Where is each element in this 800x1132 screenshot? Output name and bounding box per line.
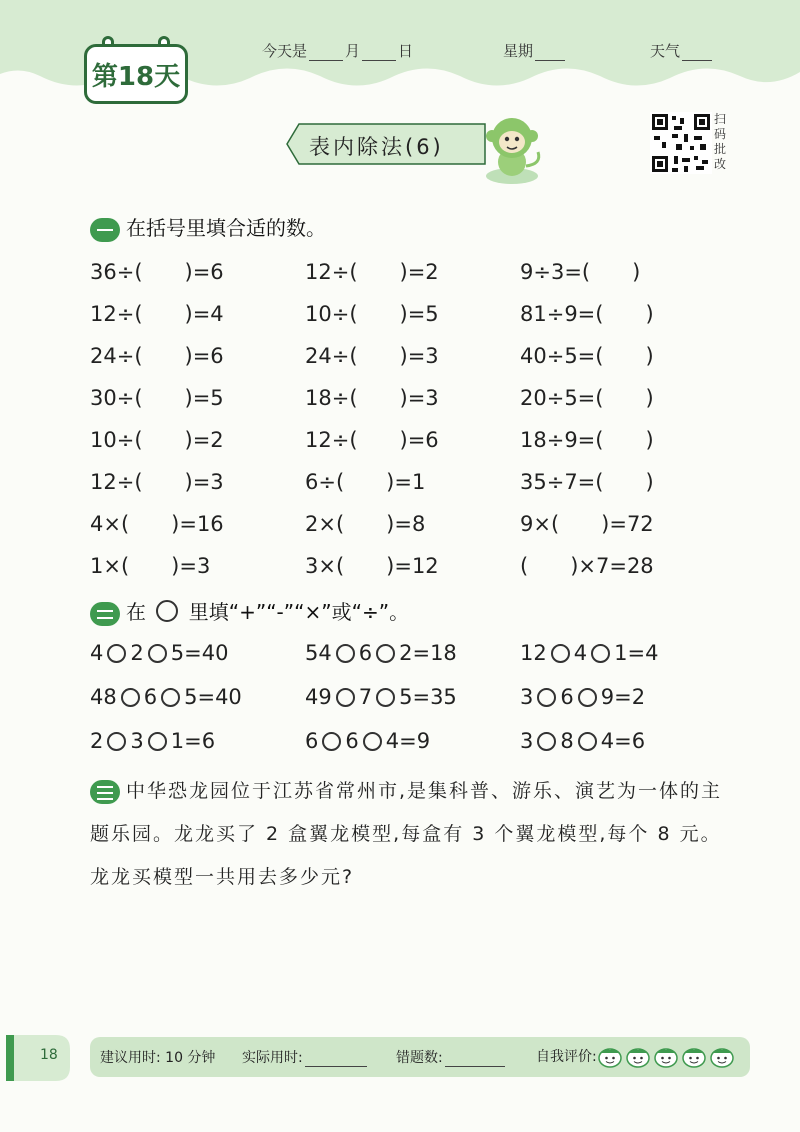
equation-term: 2 [90,729,104,753]
operator-circle-blank[interactable] [376,688,395,707]
operator-circle-blank[interactable] [537,688,556,707]
equation-term: 6 [305,729,319,753]
today-label: 今天是 [262,42,308,60]
operator-equation [520,641,658,665]
smiley-face-icon[interactable] [597,1046,623,1068]
operator-equation [90,641,228,665]
day-badge [84,36,188,104]
qr-scan-label: 扫码批改 [714,112,727,171]
operator-circle-blank[interactable] [107,644,126,663]
equation-term: 7 [358,685,373,709]
fill-blank-equation[interactable]: 12÷( )=2 [305,260,439,284]
fill-blank-equation[interactable]: ( )×7=28 [520,554,654,578]
fill-blank-equation[interactable]: 10÷( )=5 [305,302,439,326]
operator-circle-blank[interactable] [336,644,355,663]
operator-circle-blank[interactable] [376,644,395,663]
lesson-title-banner [285,122,495,166]
date-field [262,40,413,61]
operator-equation [305,685,457,709]
operator-equation [305,641,457,665]
fill-blank-equation[interactable]: 2×( )=8 [305,512,426,536]
equation-term: 48 [90,685,117,709]
fill-blank-equation[interactable]: 9÷3=( ) [520,260,641,284]
fill-blank-equation[interactable]: 4×( )=16 [90,512,224,536]
section-2-number-icon [90,602,120,626]
actual-time-blank[interactable] [305,1052,367,1067]
fill-blank-equation[interactable]: 24÷( )=6 [90,344,224,368]
qr-code-icon[interactable] [650,112,712,174]
equation-term: 54 [305,641,332,665]
smiley-face-icon[interactable] [709,1046,735,1068]
circle-icon [156,600,178,622]
operator-circle-blank[interactable] [148,732,167,751]
fill-blank-equation[interactable]: 35÷7=( ) [520,470,654,494]
operator-circle-blank[interactable] [537,732,556,751]
operator-equation [520,685,645,709]
self-evaluation [536,1046,737,1068]
equation-term: 6 [358,641,373,665]
fill-blank-equation[interactable]: 9×( )=72 [520,512,654,536]
error-count-blank[interactable] [445,1052,505,1067]
equation-term: 8 [560,729,574,753]
equation-term: 1=4 [614,641,659,665]
day-label: 日 [398,42,414,60]
smiley-face-icon[interactable] [653,1046,679,1068]
operator-circle-blank[interactable] [322,732,341,751]
section-3-text: 中华恐龙园位于江苏省常州市,是集科普、游乐、演艺为一体的主题乐园。龙龙买了 2 盒翼龙模型,每盒有 3 个翼龙模型,每个 8 元。龙龙买模型一共用去多少元? [90,780,723,888]
operator-circle-blank[interactable] [148,644,167,663]
section-1-instruction: 在括号里填合适的数。 [126,216,326,240]
equation-term: 49 [305,685,332,709]
fill-blank-equation[interactable]: 10÷( )=2 [90,428,224,452]
fill-blank-equation[interactable]: 18÷( )=3 [305,386,439,410]
section-3-word-problem [90,770,730,899]
operator-equation [305,729,430,753]
equation-term: 5=40 [184,685,242,709]
operator-circle-blank[interactable] [591,644,610,663]
operator-circle-blank[interactable] [121,688,140,707]
fill-blank-equation[interactable]: 1×( )=3 [90,554,211,578]
month-blank[interactable] [309,46,343,61]
equation-term: 3 [130,729,144,753]
weather-label: 天气 [650,42,681,60]
equation-term: 4 [90,641,104,665]
operator-circle-blank[interactable] [107,732,126,751]
fill-blank-equation[interactable]: 12÷( )=3 [90,470,224,494]
page-number-tab [6,1033,70,1083]
section-1-number-icon [90,218,120,242]
weather-field [650,40,714,61]
footer-bar [90,1037,750,1077]
day-blank[interactable] [362,46,396,61]
operator-equation [520,729,645,753]
fill-blank-equation[interactable]: 6÷( )=1 [305,470,426,494]
fill-blank-equation[interactable]: 3×( )=12 [305,554,439,578]
suggested-time: 建议用时: 10 分钟 [100,1050,216,1066]
weather-blank[interactable] [682,46,712,61]
page-number: 18 [40,1047,58,1063]
section-2-instruction-post: 里填“+”“-”“×”或“÷”。 [188,600,410,624]
smiley-face-icon[interactable] [681,1046,707,1068]
error-count-label: 错题数: [396,1050,443,1066]
equation-term: 2 [130,641,144,665]
section-2-instruction-pre: 在 [126,600,146,624]
equation-term: 6 [560,685,574,709]
operator-circle-blank[interactable] [336,688,355,707]
equation-term: 12 [520,641,547,665]
actual-time-field [242,1047,369,1067]
operator-equation [90,685,242,709]
weekday-blank[interactable] [535,46,565,61]
equation-term: 5=40 [170,641,229,665]
fill-blank-equation[interactable]: 40÷5=( ) [520,344,654,368]
section-1-heading [90,212,326,242]
equation-term: 6 [345,729,359,753]
fill-blank-equation[interactable]: 30÷( )=5 [90,386,224,410]
equation-term: 3 [520,729,534,753]
fill-blank-equation[interactable]: 81÷9=( ) [520,302,654,326]
error-count-field [396,1047,507,1067]
equation-term: 6 [143,685,158,709]
section-2-heading [90,596,409,626]
equation-term: 3 [520,685,534,709]
fill-blank-equation[interactable]: 12÷( )=6 [305,428,439,452]
weekday-field [503,40,567,61]
equation-term: 5=35 [399,685,457,709]
operator-circle-blank[interactable] [363,732,382,751]
equation-term: 9=2 [600,685,646,709]
operator-equation [90,729,215,753]
equation-term: 4 [573,641,588,665]
lesson-title: 表内除法(6) [309,135,444,159]
fill-blank-equation[interactable]: 36÷( )=6 [90,260,224,284]
weekday-label: 星期 [503,42,534,60]
self-eval-label: 自我评价: [536,1049,597,1065]
fill-blank-equation[interactable]: 12÷( )=4 [90,302,224,326]
fill-blank-equation[interactable]: 24÷( )=3 [305,344,439,368]
operator-circle-blank[interactable] [551,644,570,663]
fill-blank-equation[interactable]: 18÷9=( ) [520,428,654,452]
operator-circle-blank[interactable] [161,688,180,707]
operator-circle-blank[interactable] [578,688,597,707]
actual-time-label: 实际用时: [242,1050,303,1066]
fill-blank-equation[interactable]: 20÷5=( ) [520,386,654,410]
equation-term: 4=6 [600,729,646,753]
equation-term: 1=6 [170,729,216,753]
month-label: 月 [345,42,361,60]
operator-circle-blank[interactable] [578,732,597,751]
section-3-number-icon [90,780,120,804]
equation-term: 2=18 [399,641,457,665]
smiley-face-icon[interactable] [625,1046,651,1068]
day-badge-label: 第18天 [91,62,181,92]
monkey-mascot-icon [478,108,548,188]
equation-term: 4=9 [385,729,431,753]
